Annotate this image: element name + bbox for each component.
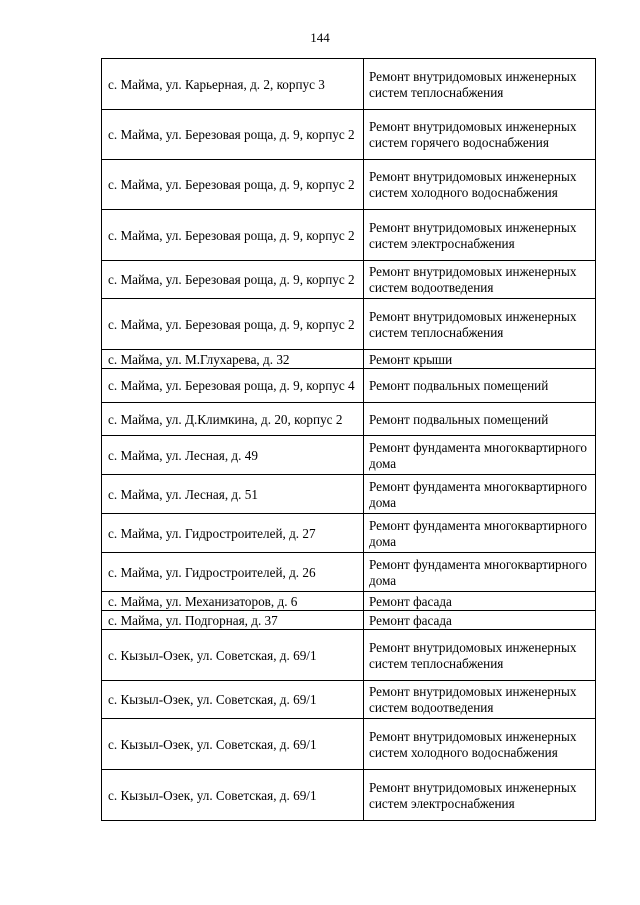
address-cell: с. Майма, ул. Д.Климкина, д. 20, корпус 2 (102, 403, 364, 436)
table-row (102, 630, 596, 681)
table-row (102, 59, 596, 110)
table-row (102, 514, 596, 553)
address-cell: с. Майма, ул. Березовая роща, д. 9, корпус 4 (102, 369, 364, 403)
work-cell: Ремонт крыши (364, 350, 596, 369)
table-row (102, 719, 596, 770)
work-cell: Ремонт внутридомовых инженерных систем холодного водоснабжения (364, 719, 596, 770)
work-cell: Ремонт внутридомовых инженерных систем водоотведения (364, 261, 596, 299)
address-cell: с. Майма, ул. Карьерная, д. 2, корпус 3 (102, 59, 364, 110)
table-row (102, 369, 596, 403)
table-row (102, 681, 596, 719)
table-row (102, 770, 596, 821)
table-row (102, 553, 596, 592)
address-cell: с. Кызыл-Озек, ул. Советская, д. 69/1 (102, 630, 364, 681)
work-cell: Ремонт фундамента многоквартирного дома (364, 475, 596, 514)
address-cell: с. Майма, ул. Березовая роща, д. 9, корпус 2 (102, 110, 364, 160)
table-row (102, 160, 596, 210)
table-row (102, 611, 596, 630)
work-cell: Ремонт фундамента многоквартирного дома (364, 553, 596, 592)
work-cell: Ремонт внутридомовых инженерных систем холодного водоснабжения (364, 160, 596, 210)
address-cell: с. Кызыл-Озек, ул. Советская, д. 69/1 (102, 681, 364, 719)
work-cell: Ремонт внутридомовых инженерных систем теплоснабжения (364, 299, 596, 350)
table-row (102, 210, 596, 261)
work-cell: Ремонт фундамента многоквартирного дома (364, 436, 596, 475)
address-cell: с. Майма, ул. Березовая роща, д. 9, корпус 2 (102, 210, 364, 261)
repair-works-table (101, 58, 596, 821)
table-row (102, 299, 596, 350)
address-cell: с. Майма, ул. Гидростроителей, д. 27 (102, 514, 364, 553)
table-row (102, 403, 596, 436)
work-cell: Ремонт фасада (364, 592, 596, 611)
address-cell: с. Кызыл-Озек, ул. Советская, д. 69/1 (102, 719, 364, 770)
address-cell: с. Кызыл-Озек, ул. Советская, д. 69/1 (102, 770, 364, 821)
address-cell: с. Майма, ул. Лесная, д. 51 (102, 475, 364, 514)
work-cell: Ремонт внутридомовых инженерных систем электроснабжения (364, 210, 596, 261)
work-cell: Ремонт внутридомовых инженерных систем водоотведения (364, 681, 596, 719)
address-cell: с. Майма, ул. Березовая роща, д. 9, корпус 2 (102, 299, 364, 350)
work-cell: Ремонт внутридомовых инженерных систем теплоснабжения (364, 59, 596, 110)
table-row (102, 592, 596, 611)
table-row (102, 110, 596, 160)
table-row (102, 475, 596, 514)
work-cell: Ремонт подвальных помещений (364, 369, 596, 403)
work-cell: Ремонт фундамента многоквартирного дома (364, 514, 596, 553)
work-cell: Ремонт внутридомовых инженерных систем теплоснабжения (364, 630, 596, 681)
address-cell: с. Майма, ул. Березовая роща, д. 9, корпус 2 (102, 160, 364, 210)
address-cell: с. Майма, ул. Механизаторов, д. 6 (102, 592, 364, 611)
page-number: 144 (310, 30, 330, 45)
table-row (102, 261, 596, 299)
work-cell: Ремонт подвальных помещений (364, 403, 596, 436)
table-row (102, 350, 596, 369)
work-cell: Ремонт внутридомовых инженерных систем горячего водоснабжения (364, 110, 596, 160)
address-cell: с. Майма, ул. Подгорная, д. 37 (102, 611, 364, 630)
work-cell: Ремонт фасада (364, 611, 596, 630)
work-cell: Ремонт внутридомовых инженерных систем электроснабжения (364, 770, 596, 821)
table-row (102, 436, 596, 475)
address-cell: с. Майма, ул. Березовая роща, д. 9, корпус 2 (102, 261, 364, 299)
address-cell: с. Майма, ул. М.Глухарева, д. 32 (102, 350, 364, 369)
address-cell: с. Майма, ул. Лесная, д. 49 (102, 436, 364, 475)
address-cell: с. Майма, ул. Гидростроителей, д. 26 (102, 553, 364, 592)
